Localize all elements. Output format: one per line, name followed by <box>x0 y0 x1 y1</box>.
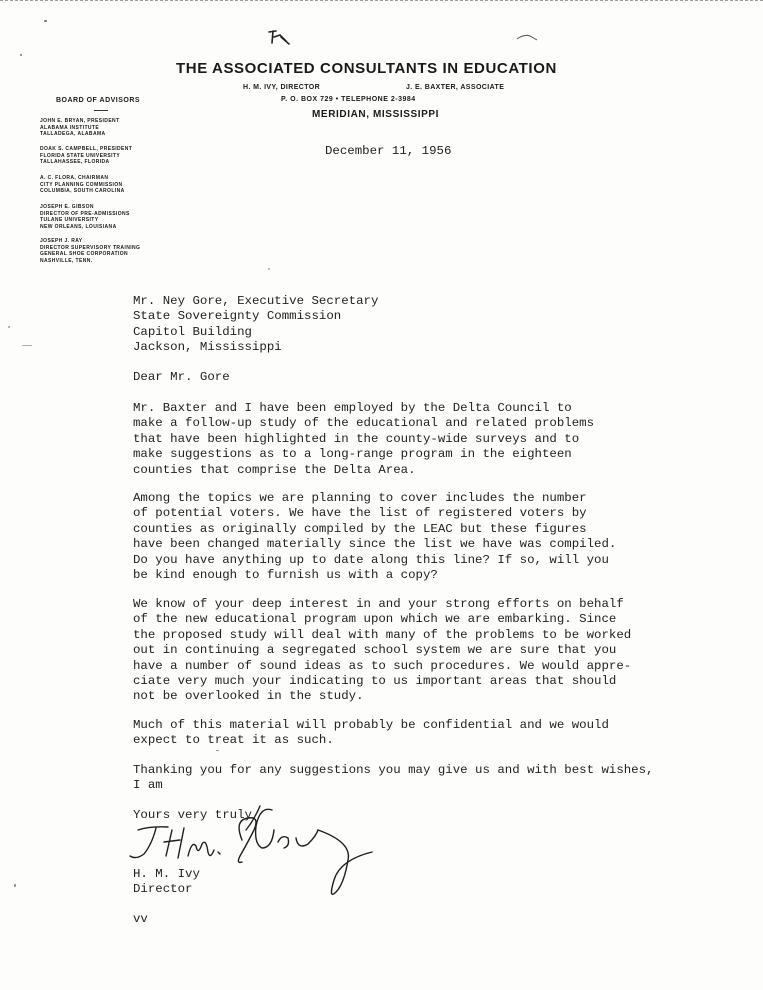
paragraph-line: of potential voters. We have the list of registered voters by <box>133 506 587 521</box>
advisor-line: DIRECTOR SUPERVISORY TRAINING <box>40 244 141 251</box>
advisor-line: JOSEPH E. GIBSON <box>40 204 94 210</box>
recipient-line: Mr. Ney Gore, Executive Secretary <box>133 294 379 308</box>
paragraph-line: expect to treat it as such. <box>133 733 334 748</box>
paragraph-line: counties as originally compiled by the LEAC but these figures <box>133 521 587 536</box>
complimentary-close: Yours very truly <box>133 808 252 822</box>
paragraph-line: We know of your deep interest in and your strong efforts on behalf <box>133 597 624 611</box>
advisor-entry <box>40 118 120 138</box>
advisor-line: GENERAL SHOE CORPORATION <box>40 251 129 257</box>
paragraph-line: I am <box>133 778 163 793</box>
advisor-entry <box>40 175 125 195</box>
advisor-line: NEW ORLEANS, LOUISIANA <box>40 223 117 230</box>
paper-speck <box>22 345 32 346</box>
paragraph-line: Much of this material will probably be confidential and we would <box>133 718 609 732</box>
paragraph-line: out in continuing a segregated school system we are sure that you <box>133 643 617 658</box>
recipient-address <box>133 294 378 356</box>
paper-speck <box>8 326 10 328</box>
body-paragraph <box>133 597 631 705</box>
advisor-line: FLORIDA STATE UNIVERSITY <box>40 152 121 159</box>
paragraph-line: Do you have anything up to date along this line? If so, will you <box>133 552 609 567</box>
body-paragraph <box>133 718 609 749</box>
advisor-entry <box>40 238 140 264</box>
paper-speck <box>216 750 219 751</box>
paper-speck <box>44 20 47 22</box>
advisor-line: TALLAHASSEE, FLORIDA <box>40 159 110 165</box>
page-top-edge <box>0 0 763 1</box>
advisors-divider <box>94 110 108 111</box>
advisor-line: DOAK S. CAMPBELL, PRESIDENT <box>40 146 133 152</box>
advisor-line: COLUMBIA, SOUTH CAROLINA <box>40 188 125 194</box>
organization-name: THE ASSOCIATED CONSULTANTS IN EDUCATION <box>176 60 557 77</box>
letterhead-emblem-icon <box>266 28 292 48</box>
signer-block <box>133 867 200 898</box>
advisor-entry <box>40 204 130 230</box>
paragraph-line: Thanking you for any suggestions you may give us and with best wishes, <box>133 763 654 777</box>
paragraph-line: be kind enough to furnish us with a copy? <box>133 568 438 583</box>
paragraph-line: ciate very much your indicating to us important areas that should <box>133 674 617 689</box>
advisor-line: TALLADEGA, ALABAMA <box>40 131 106 137</box>
typist-initials: vv <box>133 912 148 926</box>
city-line: MERIDIAN, MISSISSIPPI <box>312 109 440 120</box>
paragraph-line: make suggestions as to a long-range program in the eighteen <box>133 447 572 462</box>
paper-speck <box>20 54 22 56</box>
advisor-line: JOHN E. BRYAN, PRESIDENT <box>40 118 120 124</box>
paragraph-line: not be overlooked in the study. <box>133 689 364 704</box>
recipient-line: Jackson, Mississippi <box>133 340 282 355</box>
recipient-line: Capitol Building <box>133 324 252 339</box>
advisor-line: TULANE UNIVERSITY <box>40 217 99 223</box>
advisor-entry <box>40 146 132 166</box>
body-paragraph <box>133 401 594 478</box>
advisors-heading: BOARD OF ADVISORS <box>56 97 141 104</box>
signer-name: H. M. Ivy <box>133 867 200 881</box>
paper-mark-icon <box>516 33 538 41</box>
address-line: P. O. BOX 729 • TELEPHONE 2-3984 <box>281 96 416 103</box>
salutation: Dear Mr. Gore <box>133 370 230 384</box>
paper-speck <box>14 884 16 887</box>
recipient-line: State Sovereignty Commission <box>133 309 342 324</box>
signer-title: Director <box>133 882 193 897</box>
paragraph-line: counties that comprise the Delta Area. <box>133 462 416 477</box>
paragraph-line: the proposed study will deal with many of the problems to be worked <box>133 627 632 642</box>
associate-line: J. E. BAXTER, ASSOCIATE <box>406 84 505 91</box>
advisor-line: A. C. FLORA, CHAIRMAN <box>40 175 109 181</box>
paragraph-line: have been changed materially since the list we have was compiled. <box>133 537 617 552</box>
paper-speck <box>268 268 270 270</box>
paragraph-line: make a follow-up study of the educational and related problems <box>133 416 595 431</box>
paragraph-line: Among the topics we are planning to cover includes the number <box>133 491 587 505</box>
paragraph-line: Mr. Baxter and I have been employed by the Delta Council to <box>133 401 572 415</box>
body-paragraph <box>133 763 654 794</box>
advisor-line: DIRECTOR OF PRE-ADMISSIONS <box>40 210 130 217</box>
director-line: H. M. IVY, DIRECTOR <box>243 84 321 91</box>
letter-date: December 11, 1956 <box>325 144 452 158</box>
advisor-line: ALABAMA INSTITUTE <box>40 124 100 131</box>
advisor-line: CITY PLANNING COMMISSION <box>40 181 123 188</box>
paragraph-line: have a number of sound ideas as to such procedures. We would appre- <box>133 658 632 673</box>
paragraph-line: of the new educational program upon which we are embarking. Since <box>133 612 617 627</box>
paragraph-line: that have been highlighted in the county-wide surveys and to <box>133 431 580 446</box>
advisor-line: NASHVILLE, TENN. <box>40 257 93 264</box>
body-paragraph <box>133 491 616 583</box>
advisor-line: JOSEPH J. RAY <box>40 238 83 244</box>
